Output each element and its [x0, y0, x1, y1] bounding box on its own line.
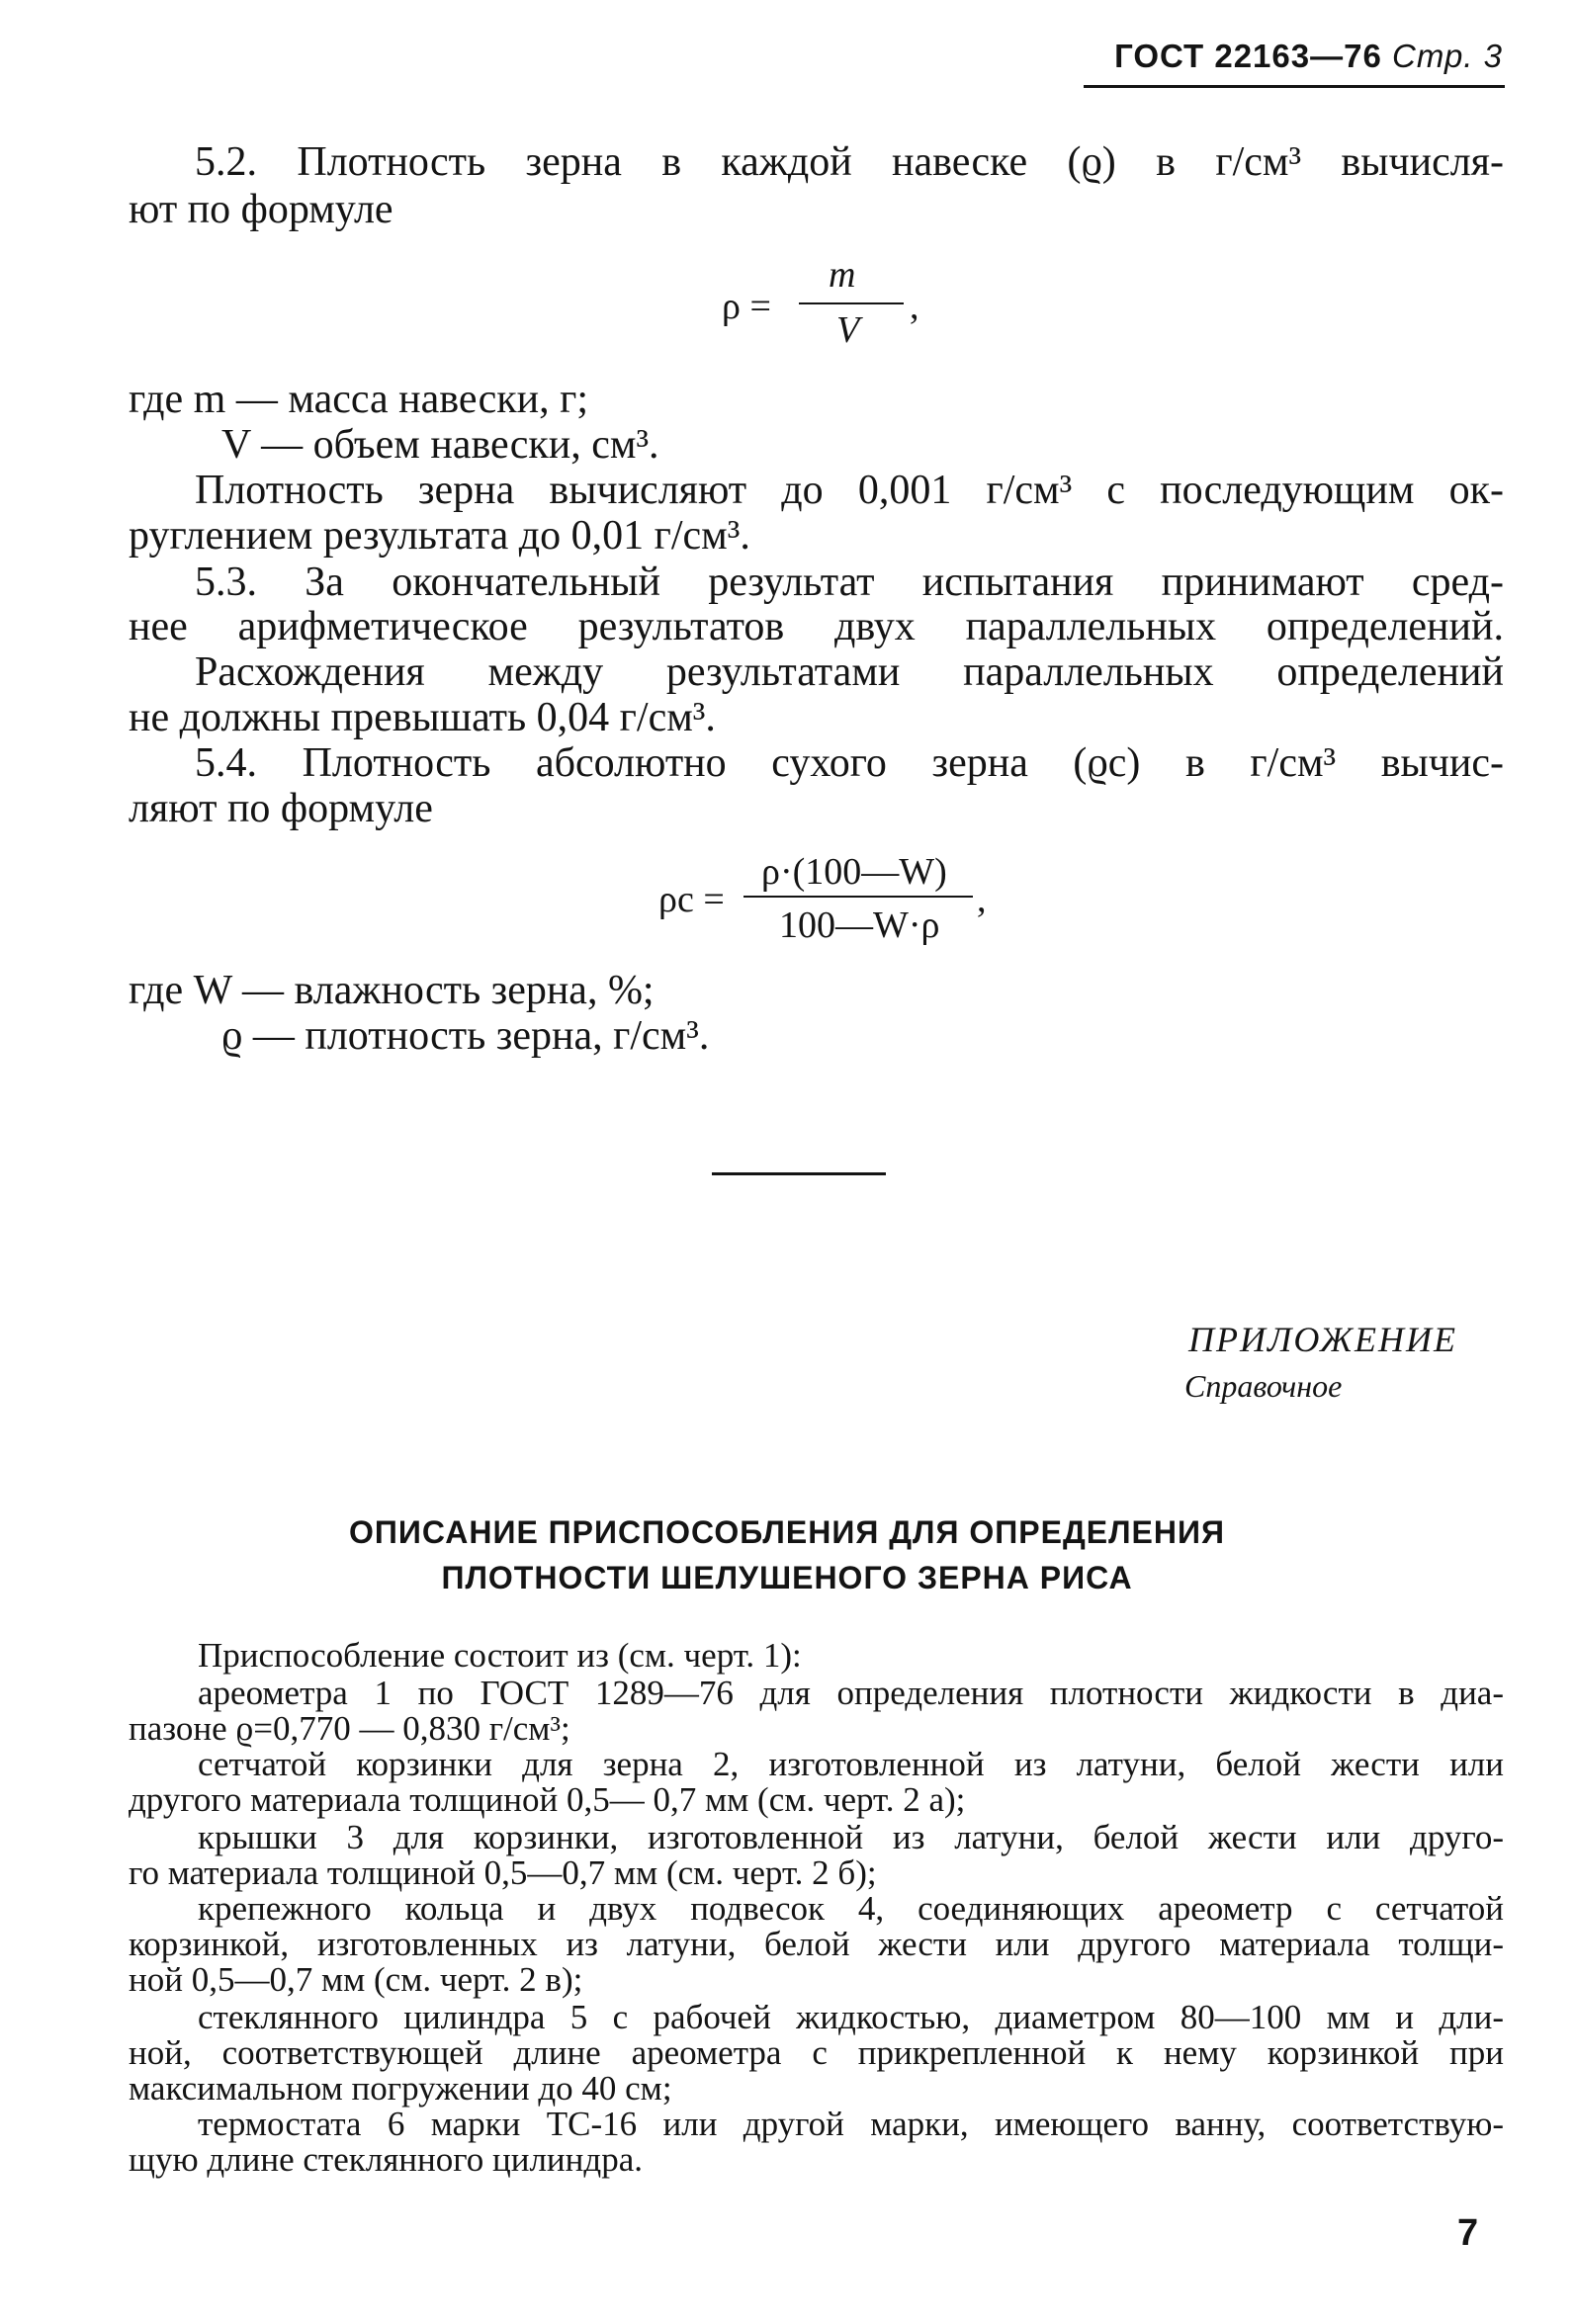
formula2-comma: ,: [977, 879, 987, 920]
appendix-line: крышки 3 для корзинки, изготовленной из латуни, белой жести или друго-: [198, 1818, 1504, 1856]
p52-line1: 5.2. Плотность зерна в каждой навеске (ϱ) в г/см³ вычисля-: [195, 139, 1504, 185]
p52-line2: ют по формуле: [129, 187, 394, 232]
appendix-line: щую длине стеклянного цилиндра.: [129, 2140, 643, 2179]
where1-line1: где m — масса навески, г;: [129, 377, 588, 422]
formula1-lhs: ρ =: [722, 286, 771, 327]
formula2-fraction-bar: [743, 896, 973, 898]
calc-line2: руглением результата до 0,01 г/см³.: [129, 513, 750, 559]
appendix-line: го материала толщиной 0,5—0,7 мм (см. черт. 2 б);: [129, 1853, 877, 1892]
disc-line1: Расхождения между результатами параллельных определений: [195, 649, 1504, 695]
standard-code: ГОСТ 22163—76: [1114, 38, 1382, 74]
appendix-line: корзинкой, изготовленных из латуни, белой жести или другого материала толщи-: [129, 1925, 1504, 1963]
formula2-numerator: ρ·(100—W): [761, 851, 947, 893]
formula1-comma: ,: [910, 286, 919, 327]
appendix-line: ной, соответствующей длине ареометра с прикрепленной к нему корзинкой при: [129, 2033, 1504, 2072]
appendix-title: ПРИЛОЖЕНИЕ: [1188, 1320, 1457, 1359]
appendix-line: сетчатой корзинки для зерна 2, изготовленной из латуни, белой жести или: [198, 1745, 1504, 1783]
appendix-line: крепежного кольца и двух подвесок 4, соединяющих ареометр с сетчатой: [198, 1889, 1504, 1928]
where2-line1: где W — влажность зерна, %;: [129, 968, 655, 1013]
disc-line2: не должны превышать 0,04 г/см³.: [129, 695, 716, 740]
running-header: [1088, 38, 1503, 75]
where2-line2: ϱ — плотность зерна, г/см³.: [221, 1013, 710, 1059]
p54-line2: ляют по формуле: [129, 786, 433, 831]
page-label: Стр. 3: [1392, 38, 1503, 74]
appendix-line: стеклянного цилиндра 5 с рабочей жидкостью, диаметром 80—100 мм и дли-: [198, 1998, 1504, 2036]
appendix-heading-line2: ПЛОТНОСТИ ШЕЛУШЕНОГО ЗЕРНА РИСА: [441, 1560, 1133, 1595]
header-rule: [1084, 85, 1505, 88]
appendix-line: термостата 6 марки ТС-16 или другой марки, имеющего ванну, соответствую-: [198, 2105, 1504, 2143]
calc-line1: Плотность зерна вычисляют до 0,001 г/см³ с последующим ок-: [195, 468, 1504, 513]
appendix-line: другого материала толщиной 0,5— 0,7 мм (см. черт. 2 а);: [129, 1780, 966, 1819]
appendix-line: пазоне ϱ=0,770 — 0,830 г/см³;: [129, 1709, 570, 1748]
appendix-subtitle: Справочное: [1184, 1368, 1343, 1404]
p54-line1: 5.4. Плотность абсолютно сухого зерна (ϱc) в г/см³ вычис-: [195, 740, 1504, 786]
section-divider: [712, 1172, 886, 1175]
appendix-line: Приспособление состоит из (см. черт. 1):: [198, 1636, 802, 1675]
appendix-line: максимальном погружении до 40 см;: [129, 2069, 672, 2108]
formula2-denominator: 100—W·ρ: [779, 904, 940, 946]
p53-line2: нее арифметическое результатов двух параллельных определений.: [129, 604, 1504, 649]
appendix-heading-line1: ОПИСАНИЕ ПРИСПОСОБЛЕНИЯ ДЛЯ ОПРЕДЕЛЕНИЯ: [349, 1514, 1225, 1550]
formula1-denominator: V: [836, 309, 860, 351]
page-number: 7: [1457, 2212, 1479, 2254]
p53-line1: 5.3. За окончательный результат испытания принимают сред-: [195, 559, 1504, 605]
appendix-line: ареометра 1 по ГОСТ 1289—76 для определения плотности жидкости в диа-: [198, 1674, 1504, 1712]
appendix-line: ной 0,5—0,7 мм (см. черт. 2 в);: [129, 1960, 583, 1999]
formula1-numerator: m: [829, 254, 856, 296]
formula1-fraction-bar: [799, 302, 904, 304]
where1-line2: V — объем навески, см³.: [221, 422, 659, 468]
formula2-lhs: ρc =: [658, 879, 725, 920]
